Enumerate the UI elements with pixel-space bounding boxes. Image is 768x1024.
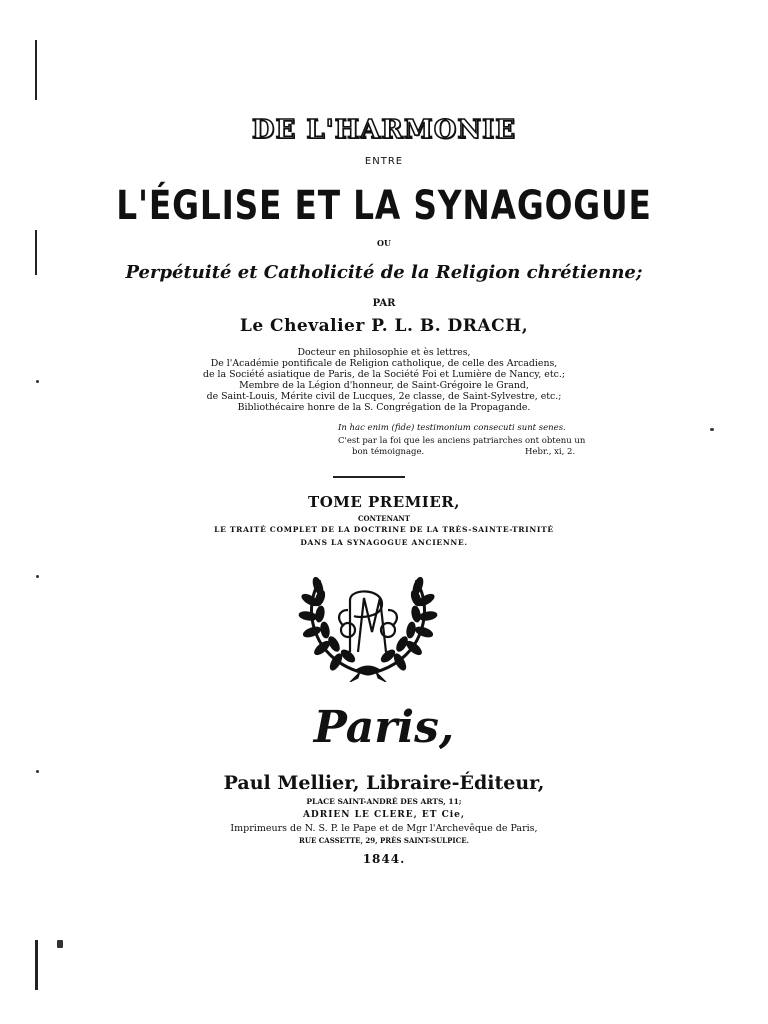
author-credential-line: Docteur en philosophie et ès lettres, (297, 347, 471, 358)
author-credential-line: Membre de la Légion d'honneur, de Saint-Grégoire le Grand, (239, 380, 529, 391)
binding-edge-mark (35, 40, 37, 100)
contents-line: LE TRAITÉ COMPLET DE LA DOCTRINE DE LA TRÈS-SAINTE-TRINITÉ (214, 525, 554, 534)
epigraph-french-line2: bon témoignage. (352, 447, 425, 457)
containing-label: CONTENANT (357, 514, 411, 523)
epigraph-french-line1: C'est par la foi que les anciens patriarches ont obtenu un (338, 436, 586, 446)
contents-line: DANS LA SYNAGOGUE ANCIENNE. (300, 538, 468, 547)
scan-speck (710, 428, 714, 431)
publication-city: Paris, (313, 702, 455, 753)
by-word: PAR (372, 298, 396, 309)
author-credential-line: de la Société asiatique de Paris, de la Société Foi et Lumière de Nancy, etc.; (202, 369, 566, 380)
author-name: Le Chevalier P. L. B. DRACH, (239, 316, 529, 336)
printer-address: RUE CASSETTE, 29, PRÈS SAINT-SULPICE. (299, 836, 469, 845)
epigraph-latin: In hac enim (fide) testimonium consecuti sunt senes. (338, 423, 566, 433)
scan-speck (36, 575, 39, 578)
main-title: L'ÉGLISE ET LA SYNAGOGUE (116, 183, 652, 229)
author-credential-line: de Saint-Louis, Mérite civil de Lucques, 2e classe, de Saint-Sylvestre, etc.; (206, 391, 562, 402)
publisher-name: Paul Mellier, Libraire-Éditeur, (223, 772, 545, 794)
volume-label: TOME PREMIER, (308, 493, 460, 511)
publisher-address: PLACE SAINT-ANDRÉ DES ARTS, 11; (306, 797, 462, 806)
binding-edge-mark (35, 940, 38, 990)
epigraph-reference: Hebr., xi, 2. (525, 447, 576, 457)
divider-rule (333, 476, 405, 478)
subtitle: Perpétuité et Catholicité de la Religion chrétienne; (125, 262, 643, 283)
title-or-word: OU (377, 238, 391, 248)
scan-speck (57, 940, 63, 948)
author-credential-line: Bibliothécaire honre de la S. Congrégation de la Propagande. (237, 402, 531, 413)
publication-year: 1844. (362, 852, 406, 866)
title-top-line: DE L'HARMONIE (251, 115, 517, 145)
printer-name: ADRIEN LE CLERE, ET Cie, (302, 810, 466, 820)
printer-title: Imprimeurs de N. S. P. le Pape et de Mgr l'Archevêque de Paris, (230, 823, 538, 834)
laurel-monogram-emblem (298, 570, 438, 682)
author-credential-line: De l'Académie pontificale de Religion catholique, de celle des Arcadiens, (210, 358, 558, 369)
title-connector: ENTRE (364, 156, 404, 167)
